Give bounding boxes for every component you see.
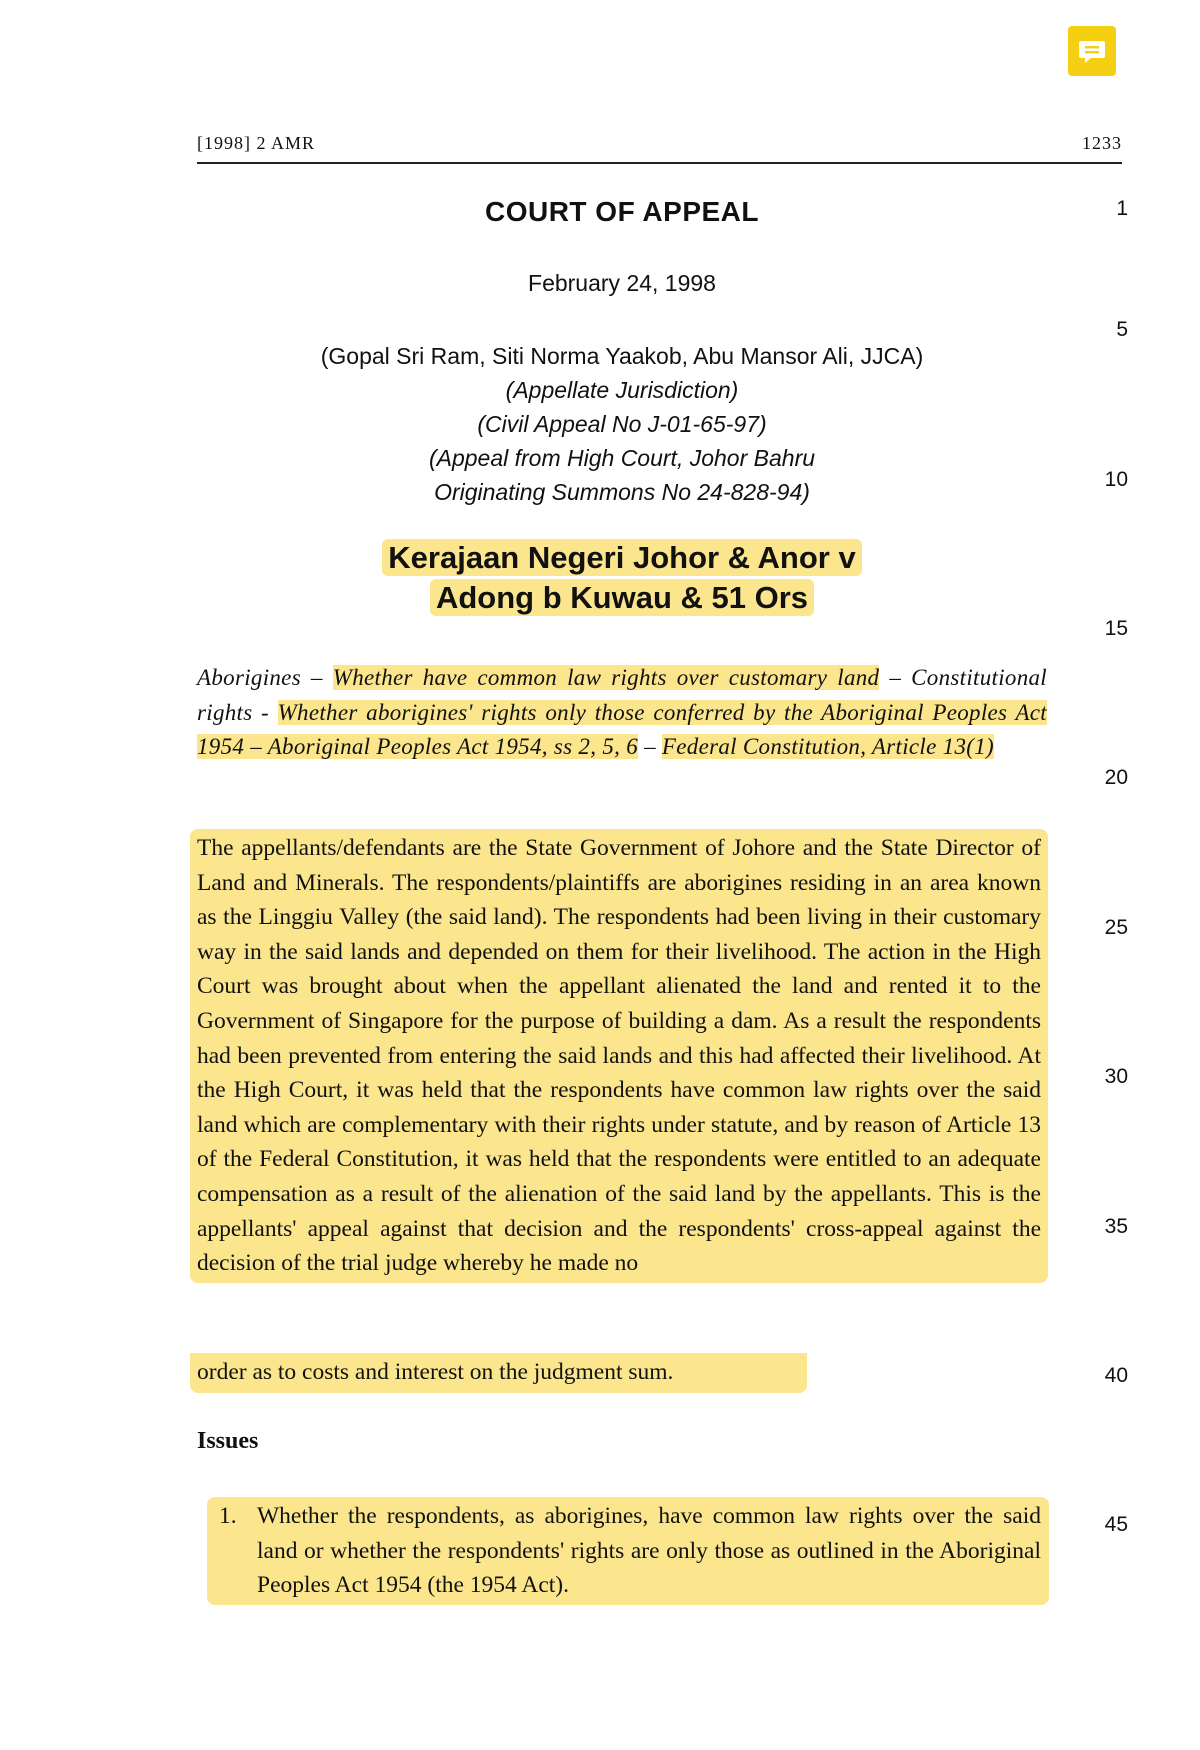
line-number: 35 — [1104, 1215, 1128, 1238]
comment-note-icon[interactable] — [1068, 26, 1116, 76]
line-number: 10 — [1104, 468, 1128, 491]
catchword-highlight: Whether have common law rights over customary land — [332, 665, 880, 690]
line-number: 40 — [1104, 1364, 1128, 1387]
case-summary-last-line: order as to costs and interest on the judgment sum. — [197, 1359, 674, 1385]
judgment-date: February 24, 1998 — [528, 270, 716, 296]
jurisdiction: (Appellate Jurisdiction) — [505, 377, 739, 403]
issue-number: 1. — [219, 1503, 237, 1529]
line-number: 1 — [1116, 197, 1128, 220]
case-summary: The appellants/defendants are the State Government of Johore and the State Director of Land and Minerals. The respondents/plaintiffs are aborigines residing in an area known as the Linggiu Valley (the said land). The respondents had been living in their customary way in the said lands and depended on them for their livelihood. The action in the High Court was brought about when the appellant alienated the land and rented it to the Government of Singapore for the purpose of building a dam. As a result the respondents had been prevented from entering the said lands and this had affected their livelihood. At the High Court, it was held that the respondents have common law rights over the said land which are complementary with their rights under statute, and by reason of Article 13 of the Federal Constitution, it was held that the respondents were entitled to an adequate compensation as a result of the alienation of the said land by the appellants. This is the appellants' appeal against that decision and the respondents' cross-appeal against the decision of the trial judge whereby he made no — [190, 829, 1048, 1283]
catchword-highlight: Federal Constitution, Article 13(1) — [661, 734, 994, 759]
issues-heading: Issues — [197, 1428, 259, 1454]
line-number: 20 — [1104, 766, 1128, 789]
case-title-line-1: Kerajaan Negeri Johor & Anor v — [382, 539, 861, 576]
case-title — [197, 538, 1047, 618]
court-title: COURT OF APPEAL — [484, 196, 760, 227]
line-number: 45 — [1104, 1513, 1128, 1536]
running-head — [197, 133, 1122, 164]
appeal-number: (Civil Appeal No J-01-65-97) — [477, 411, 767, 437]
catchwords — [197, 661, 1047, 765]
issue-item — [207, 1497, 1049, 1605]
issue-text: Whether the respondents, as aborigines, have common law rights over the said land or whether the respondents' rights are only those as outlined in the Aboriginal Peoples Act 1954 (the 1954 Act). — [257, 1503, 1041, 1599]
issue-list — [207, 1497, 1049, 1605]
page-number: 1233 — [1082, 133, 1122, 153]
line-number: 5 — [1116, 318, 1128, 341]
originating-summons: Originating Summons No 24-828-94) — [434, 479, 810, 505]
citation: [1998] 2 AMR — [197, 133, 316, 153]
catchword-text: Aborigines – — [197, 665, 333, 690]
judges: (Gopal Sri Ram, Siti Norma Yaakob, Abu Mansor Ali, JJCA) — [320, 343, 924, 369]
case-meta — [197, 339, 1047, 509]
appeal-from: (Appeal from High Court, Johor Bahru — [428, 445, 816, 471]
catchword-text: – — [244, 734, 268, 759]
line-number: 25 — [1104, 916, 1128, 939]
line-number: 15 — [1104, 617, 1128, 640]
case-title-line-2: Adong b Kuwau & 51 Ors — [430, 579, 814, 616]
catchword-text: – Constitutional rights - — [197, 665, 1047, 725]
catchword-highlight: Whether aborigines' rights only those conferred by the Aboriginal Peoples Act 1954 — [197, 699, 1047, 759]
catchword-highlight: Aboriginal Peoples Act 1954, ss 2, 5, 6 — [267, 734, 639, 759]
line-number: 30 — [1104, 1065, 1128, 1088]
catchword-text: – — [638, 734, 662, 759]
